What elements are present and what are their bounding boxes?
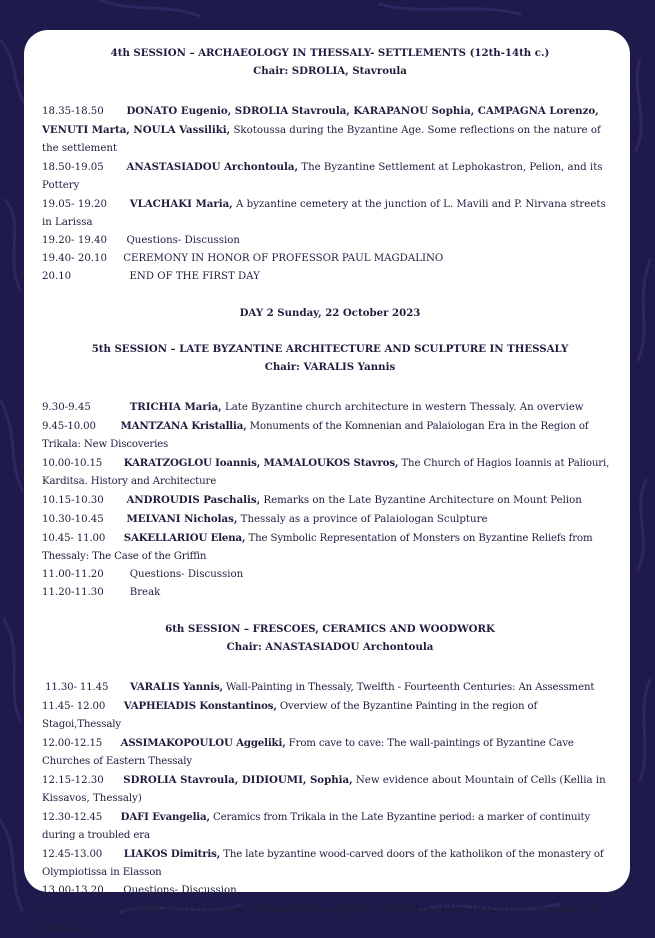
item-time: 10.30-10.45: [42, 514, 104, 525]
session-6-item: [42, 697, 618, 734]
session-6-item: [42, 678, 618, 697]
item-time: 12.15-12.30: [42, 775, 104, 786]
item-title: New evidence about Mountain of Cells (Kellia in Kissavos, Thessaly): [42, 775, 606, 804]
item-time: 11.30- 11.45: [42, 682, 109, 693]
session-5-item: [42, 510, 618, 529]
item-title: The late byzantine wood-carved doors of the katholikon of the monastery of Olympiotissa in Elasson: [42, 849, 604, 878]
item-title: From cave to cave: The wall-paintings of Byzantine Cave Churches of Eastern Thessaly: [42, 738, 574, 767]
session-5-title: 5th SESSION – LATE BYZANTINE ARCHITECTURE AND SCULPTURE IN THESSALY: [91, 343, 569, 355]
item-time: 19.20- 19.40: [42, 235, 108, 246]
item-time: 9.45-10.00: [42, 421, 96, 432]
item-time: 12.30-12.45: [42, 812, 103, 823]
item-time: 18.50-19.05: [42, 162, 104, 173]
item-authors: SAKELLARIOU Elena,: [123, 532, 246, 544]
item-title: The Byzantine Settlement at Lephokastron, Pelion, and its Pottery: [42, 162, 603, 191]
item-title: Questions- Discussion: [129, 569, 244, 580]
item-title: The Symbolic Representation of Monsters on Byzantine Reliefs from Thessaly: The Case of the Griffin: [42, 533, 593, 562]
session-4-chair: Chair: SDROLIA, Stavroula: [253, 65, 407, 77]
item-authors: VARALIS Yannis,: [129, 681, 223, 693]
item-authors: MELVANI Nicholas,: [126, 513, 238, 525]
item-authors: KARATZOGLOU Ioannis, MAMALOUKOS Stavros,: [123, 457, 399, 469]
item-authors: TRICHIA Maria,: [129, 401, 222, 413]
item-time: 9.30-9.45: [42, 402, 91, 413]
item-time: 12.45-13.00: [42, 849, 103, 860]
session-6-item: [42, 771, 618, 808]
item-title: Questions- Discussion: [126, 235, 240, 246]
item-title: Late Byzantine church architecture in western Thessaly. An overview: [221, 402, 584, 413]
session-6-item: [42, 845, 618, 882]
program-content: [42, 44, 618, 938]
item-time: 13.30- 14.00: [42, 904, 106, 915]
program-page: [24, 30, 630, 934]
session-6-item: [42, 734, 618, 771]
session-5-item: [42, 454, 618, 491]
item-authors: Guided tour: Byzantine Thessaly through the exhibition at the Diachronic Museum of Larissa: [42, 903, 598, 934]
item-title: Skotoussa during the Byzantine Age. Some reflections on the nature of the settlement: [42, 125, 601, 154]
item-title: Remarks on the Late Byzantine Architecture on Mount Pelion: [260, 495, 582, 506]
item-authors: ANASTASIADOU Archontoula,: [126, 161, 299, 173]
session-4-item: [42, 102, 618, 158]
session-5-item: [42, 417, 618, 454]
session-4-item: [42, 268, 618, 286]
session-4-item: [42, 158, 618, 195]
item-authors: VAPHEIADIS Konstantinos,: [123, 700, 277, 712]
item-time: 10.15-10.30: [42, 495, 104, 506]
session-5-item: [42, 529, 618, 566]
item-title: Monuments of the Komnenian and Palaiologan Era in the Region of Trikala: New Discoveries: [42, 421, 589, 450]
session-4-item: [42, 232, 618, 250]
item-authors: DAFI Evangelia,: [120, 811, 210, 823]
item-title: Overview of the Byzantine Painting in the region of Stagoi,Thessaly: [42, 701, 538, 730]
session-5-item: [42, 491, 618, 510]
item-authors: ASSIMAKOPOULOU Aggeliki,: [120, 737, 286, 749]
session-5-item: [42, 584, 618, 602]
session-4-item: [42, 195, 618, 232]
item-time: 10.45- 11.00: [42, 533, 106, 544]
item-authors: MANTZANA Kristallia,: [120, 420, 247, 432]
item-authors: ANDROUDIS Paschalis,: [126, 494, 261, 506]
item-title: The Church of Hagios Ioannis at Paliouri, Karditsa. History and Architecture: [42, 458, 610, 487]
session-4-item: [42, 250, 618, 268]
item-time: 10.00-10.15: [42, 458, 103, 469]
session-6-item: [42, 882, 618, 900]
item-time: 11.45- 12.00: [42, 701, 106, 712]
day-2-heading: DAY 2 Sunday, 22 October 2023: [239, 307, 421, 319]
item-title: CEREMONY IN HONOR OF PROFESSOR PAUL MAGDALINO: [123, 253, 444, 264]
session-6-title: 6th SESSION – FRESCOES, CERAMICS AND WOODWORK: [165, 623, 495, 635]
session-5-chair: Chair: VARALIS Yannis: [264, 361, 396, 373]
item-time: 19.40- 20.10: [42, 253, 108, 264]
item-time: 18.35-18.50: [42, 106, 104, 117]
item-authors: LIAKOS Dimitris,: [123, 848, 221, 860]
item-title: Ceramics from Trikala in the Late Byzantine period: a marker of continuity during a troubled era: [42, 812, 591, 841]
item-authors: DONATO Eugenio, SDROLIA Stavroula, KARAPANOU Sophia, CAMPAGNA Lorenzo, VENUTI Marta, NOULA Vassiliki,: [42, 105, 599, 136]
item-authors: SDROLIA Stavroula, DIDIOUMI, Sophia,: [123, 774, 353, 786]
item-title: Questions- Discussion: [123, 885, 237, 896]
session-6-item: [42, 900, 618, 938]
item-time: 19.05- 19.20: [42, 199, 108, 210]
item-authors: VLACHAKI Maria,: [129, 198, 233, 210]
session-6-chair: Chair: ANASTASIADOU Archontoula: [226, 641, 434, 653]
session-4-title: 4th SESSION – ARCHAEOLOGY IN THESSALY- SETTLEMENTS (12th-14th c.): [110, 47, 550, 59]
item-time: 11.00-11.20: [42, 569, 104, 580]
item-time: 20.10: [42, 271, 72, 282]
session-6-item: [42, 808, 618, 845]
item-time: 11.20-11.30: [42, 587, 104, 598]
item-time: 13.00-13.20: [42, 885, 104, 896]
item-title: Thessaly as a province of Palaiologan Sculpture: [237, 514, 488, 525]
item-title: END OF THE FIRST DAY: [129, 271, 260, 282]
item-title: A byzantine cemetery at the junction of L. Mavili and P. Nirvana streets in Larissa: [42, 199, 606, 228]
item-title: Wall-Painting in Thessaly, Twelfth - Fourteenth Centuries: An Assessment: [222, 682, 595, 693]
item-time: 12.00-12.15: [42, 738, 103, 749]
session-5-item: [42, 398, 618, 417]
item-title: Break: [129, 587, 161, 598]
session-5-item: [42, 566, 618, 584]
